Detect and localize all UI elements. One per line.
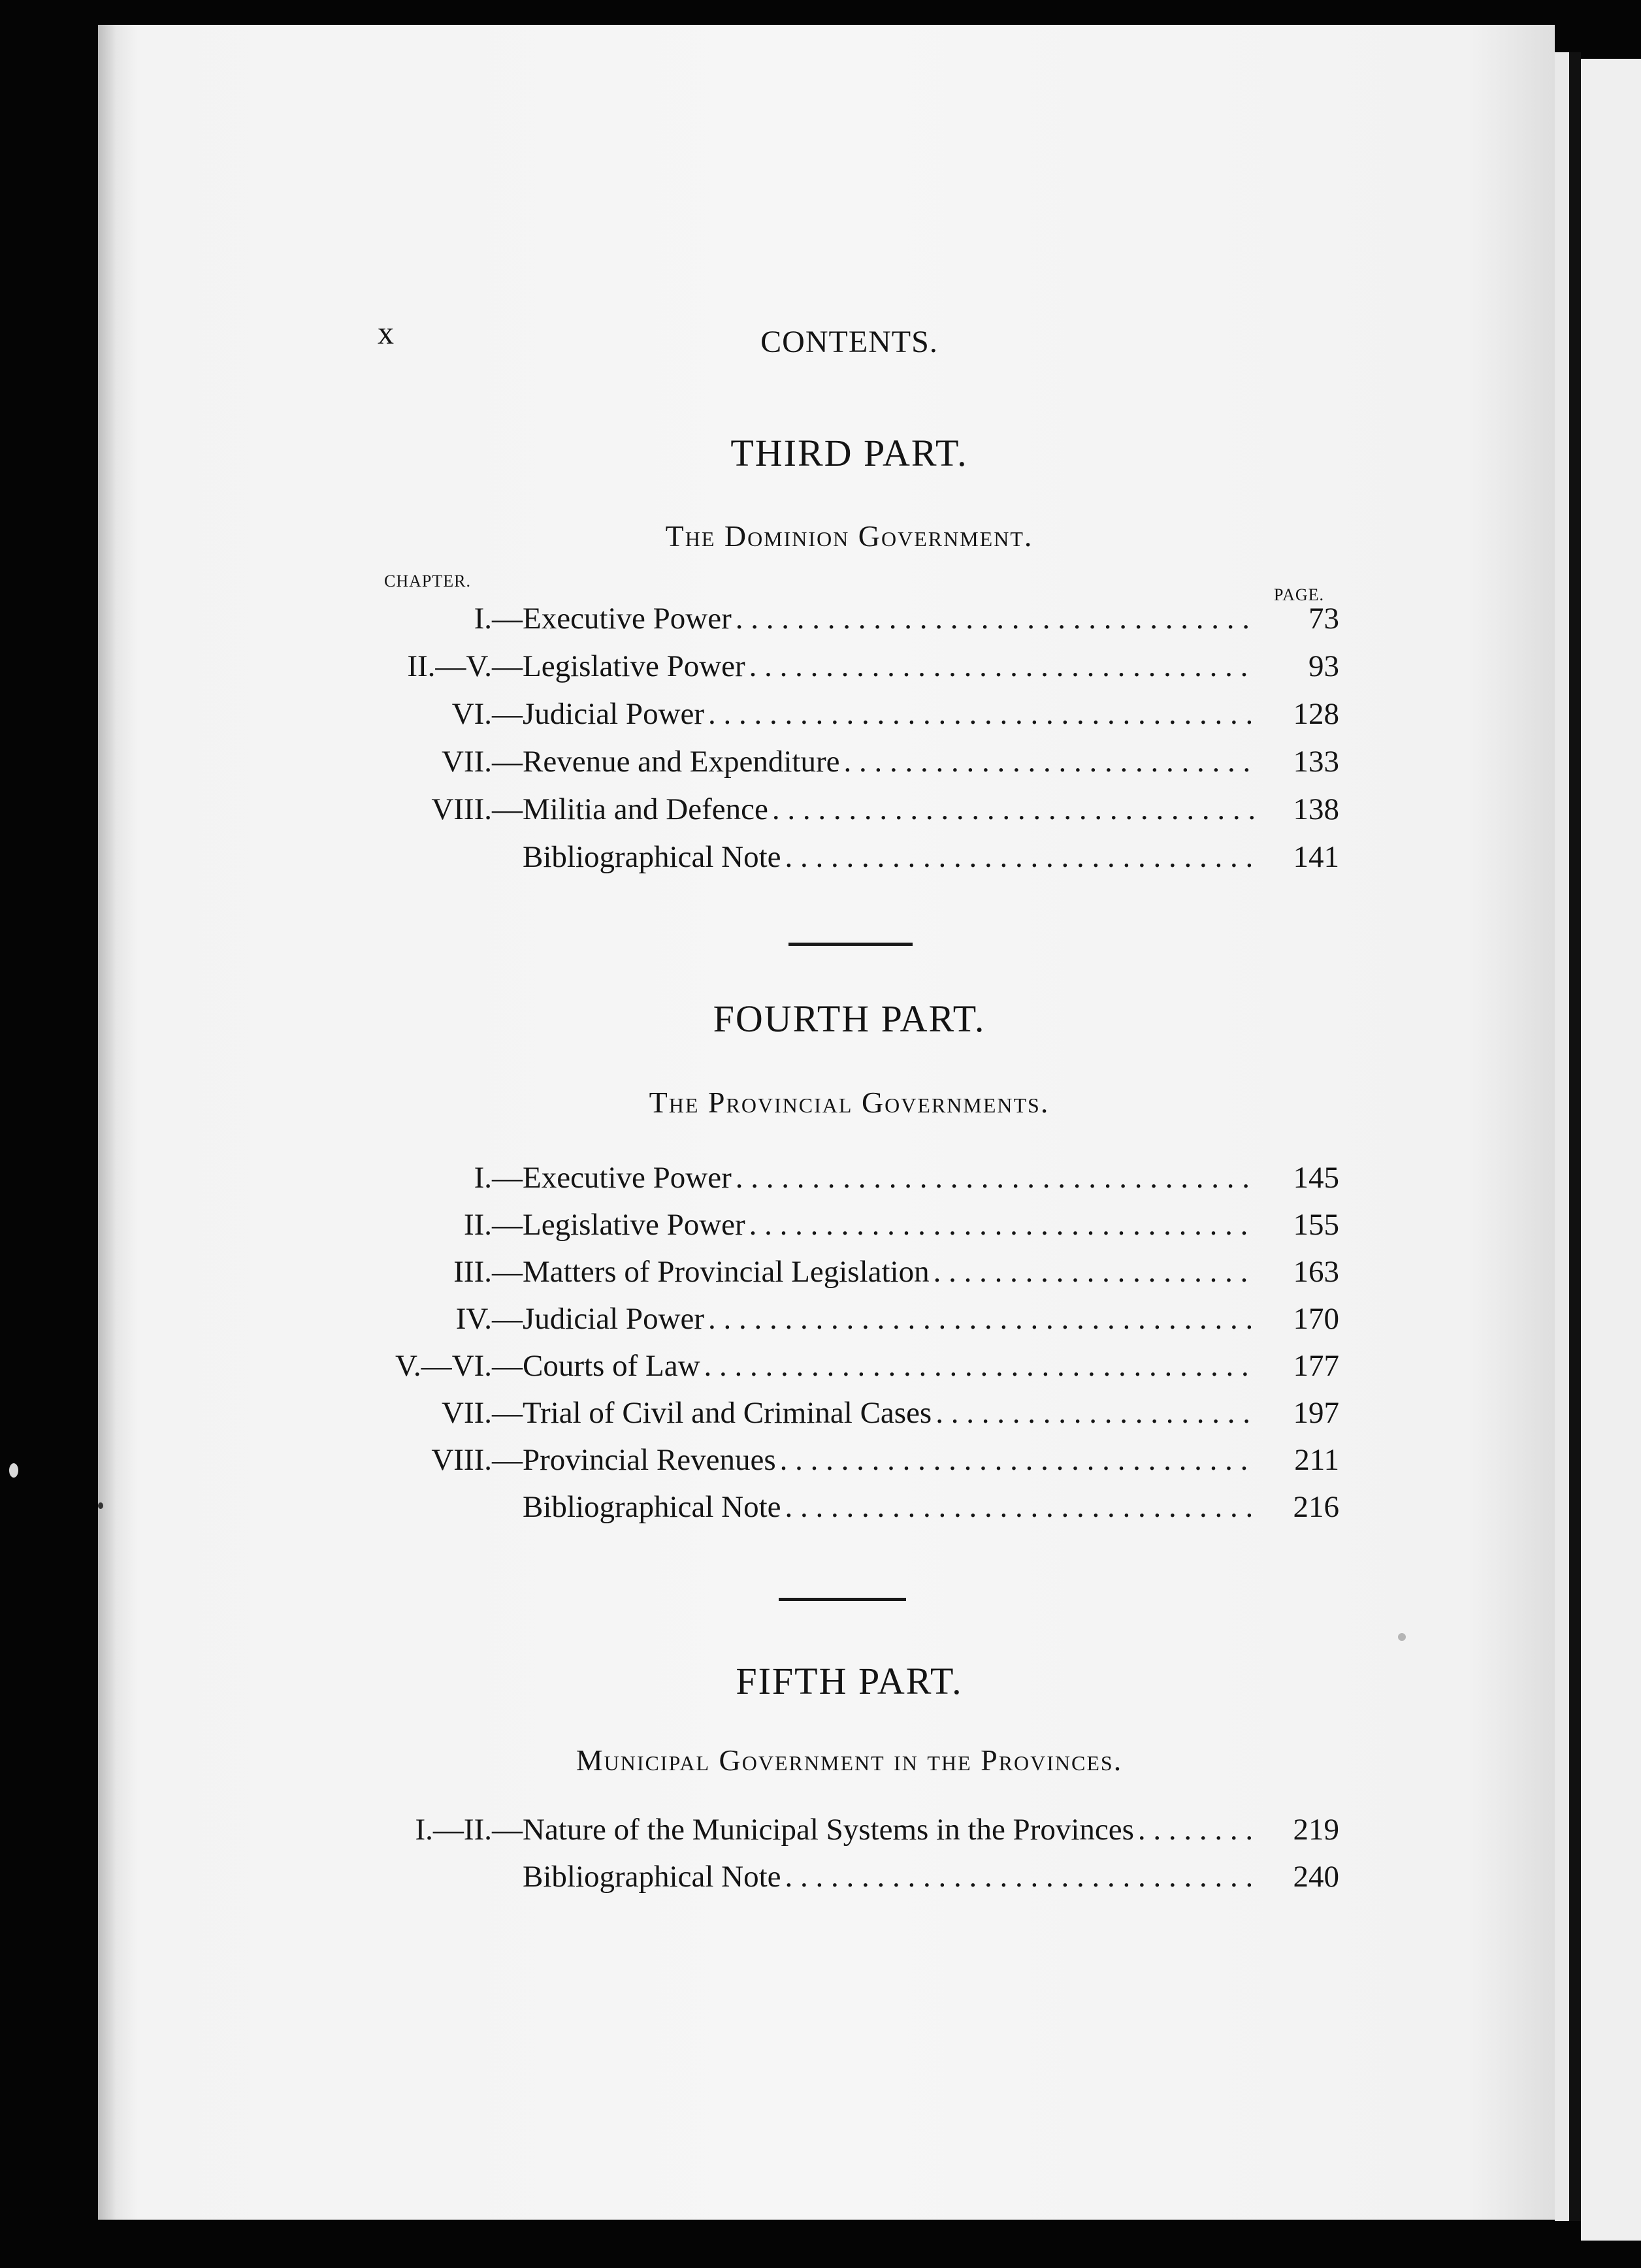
- page-number: 216: [1293, 1490, 1339, 1524]
- entry-title: Legislative Power: [523, 1208, 745, 1242]
- dust-speck: [1398, 1633, 1406, 1641]
- chapter-number: I.—: [474, 1161, 523, 1195]
- page-number: 170: [1293, 1302, 1339, 1336]
- page-number: 163: [1293, 1255, 1339, 1289]
- toc-entry: [327, 1301, 1339, 1348]
- page-number: 145: [1293, 1161, 1339, 1195]
- entry-leader: [523, 601, 1254, 636]
- adjacent-page-strip: [1581, 59, 1641, 2241]
- page-column-head: PAGE.: [1274, 585, 1325, 604]
- chapter-number: II.—V.—: [407, 649, 523, 683]
- dot-leader: [934, 1254, 1254, 1289]
- dot-leader: [1138, 1812, 1254, 1847]
- toc-entry: [327, 1859, 1339, 1906]
- entry-leader: [523, 1301, 1254, 1336]
- page-number: 197: [1293, 1396, 1339, 1430]
- page-number: 73: [1308, 602, 1339, 636]
- entry-leader: [523, 1442, 1254, 1478]
- entry-title: Bibliographical Note: [523, 1490, 781, 1524]
- entry-title: Bibliographical Note: [523, 840, 781, 874]
- section-divider: [788, 943, 913, 946]
- page-number: 240: [1293, 1860, 1339, 1894]
- entry-title: Bibliographical Note: [523, 1860, 781, 1894]
- page-number: 128: [1293, 697, 1339, 731]
- page-number: 219: [1293, 1813, 1339, 1847]
- toc-entry: [327, 1160, 1339, 1207]
- toc-entry: [327, 601, 1339, 648]
- dust-speck: [98, 1502, 103, 1509]
- dot-leader: [935, 1395, 1254, 1431]
- dot-leader: [785, 1859, 1254, 1894]
- dot-leader: [708, 696, 1254, 732]
- chapter-number: VI.—: [451, 697, 523, 731]
- toc-entry: [327, 649, 1339, 696]
- entry-leader: [523, 1348, 1254, 1384]
- entry-title: Executive Power: [523, 602, 732, 636]
- page-number: 138: [1293, 792, 1339, 826]
- page-edge: [1555, 52, 1569, 2221]
- gutter-shadow: [1569, 52, 1581, 2221]
- dot-leader: [785, 839, 1254, 875]
- toc-entry: [327, 839, 1339, 886]
- toc-entry: [327, 696, 1339, 743]
- entry-title: Provincial Revenues: [523, 1443, 776, 1477]
- entry-leader: [523, 1859, 1254, 1894]
- part-subtitle: The Dominion Government.: [665, 519, 1033, 553]
- toc-entry: [327, 1489, 1339, 1536]
- chapter-number: I.—II.—: [415, 1813, 523, 1847]
- dot-leader: [708, 1301, 1254, 1336]
- running-head-title: CONTENTS.: [760, 325, 938, 359]
- part-title: THIRD PART.: [730, 432, 968, 474]
- page-number: 93: [1308, 649, 1339, 683]
- dust-speck: [9, 1463, 18, 1478]
- entry-title: Executive Power: [523, 1161, 732, 1195]
- chapter-number: II.—: [463, 1208, 523, 1242]
- chapter-number: IV.—: [455, 1302, 523, 1336]
- dot-leader: [780, 1442, 1254, 1478]
- entry-leader: [523, 1160, 1254, 1195]
- toc-entry: [327, 1442, 1339, 1489]
- dot-leader: [844, 744, 1255, 779]
- entry-leader: [523, 649, 1254, 684]
- entry-leader: [523, 839, 1254, 875]
- part-title: FOURTH PART.: [713, 997, 986, 1040]
- dot-leader: [772, 792, 1254, 827]
- dot-leader: [736, 1160, 1254, 1195]
- part-subtitle: Municipal Government in the Provinces.: [576, 1743, 1123, 1777]
- entry-title: Revenue and Expenditure: [523, 745, 840, 779]
- entry-title: Matters of Provincial Legislation: [523, 1255, 930, 1289]
- part-subtitle: The Provincial Governments.: [649, 1086, 1050, 1119]
- chapter-number: VIII.—: [431, 792, 523, 826]
- page-number: 141: [1293, 840, 1339, 874]
- toc-entry: [327, 1395, 1339, 1442]
- section-divider: [779, 1598, 906, 1601]
- chapter-number: VII.—: [442, 1396, 523, 1430]
- chapter-number: III.—: [453, 1255, 523, 1289]
- chapter-number: I.—: [474, 602, 523, 636]
- entry-title: Judicial Power: [523, 697, 705, 731]
- entry-title: Trial of Civil and Criminal Cases: [523, 1396, 932, 1430]
- entry-leader: [523, 696, 1254, 732]
- dot-leader: [704, 1348, 1254, 1384]
- page-folio: x: [378, 314, 394, 351]
- toc-entry: [327, 792, 1339, 839]
- entry-leader: [523, 1489, 1254, 1525]
- page-number: 133: [1293, 745, 1339, 779]
- chapter-column-head: CHAPTER.: [384, 572, 471, 591]
- entry-leader: [523, 1254, 1254, 1289]
- toc-entry: [327, 744, 1339, 791]
- entry-leader: [523, 1207, 1254, 1242]
- toc-entry: [327, 1254, 1339, 1301]
- entry-title: Judicial Power: [523, 1302, 705, 1336]
- entry-title: Legislative Power: [523, 649, 745, 683]
- dot-leader: [736, 601, 1254, 636]
- entry-leader: [523, 1812, 1254, 1847]
- toc-entry: [327, 1348, 1339, 1395]
- page-number: 155: [1293, 1208, 1339, 1242]
- dot-leader: [749, 649, 1254, 684]
- chapter-number: VIII.—: [431, 1443, 523, 1477]
- entry-leader: [523, 744, 1254, 779]
- entry-title: Militia and Defence: [523, 792, 768, 826]
- entry-leader: [523, 1395, 1254, 1431]
- chapter-number: V.—VI.—: [395, 1349, 523, 1383]
- dot-leader: [785, 1489, 1254, 1525]
- chapter-number: VII.—: [442, 745, 523, 779]
- part-title: FIFTH PART.: [736, 1660, 963, 1702]
- toc-entry: [327, 1207, 1339, 1254]
- page-number: 211: [1294, 1443, 1339, 1477]
- dot-leader: [749, 1207, 1254, 1242]
- entry-leader: [523, 792, 1254, 827]
- toc-entry: [327, 1812, 1339, 1859]
- entry-title: Nature of the Municipal Systems in the Provinces: [523, 1813, 1134, 1847]
- page-number: 177: [1293, 1349, 1339, 1383]
- entry-title: Courts of Law: [523, 1349, 700, 1383]
